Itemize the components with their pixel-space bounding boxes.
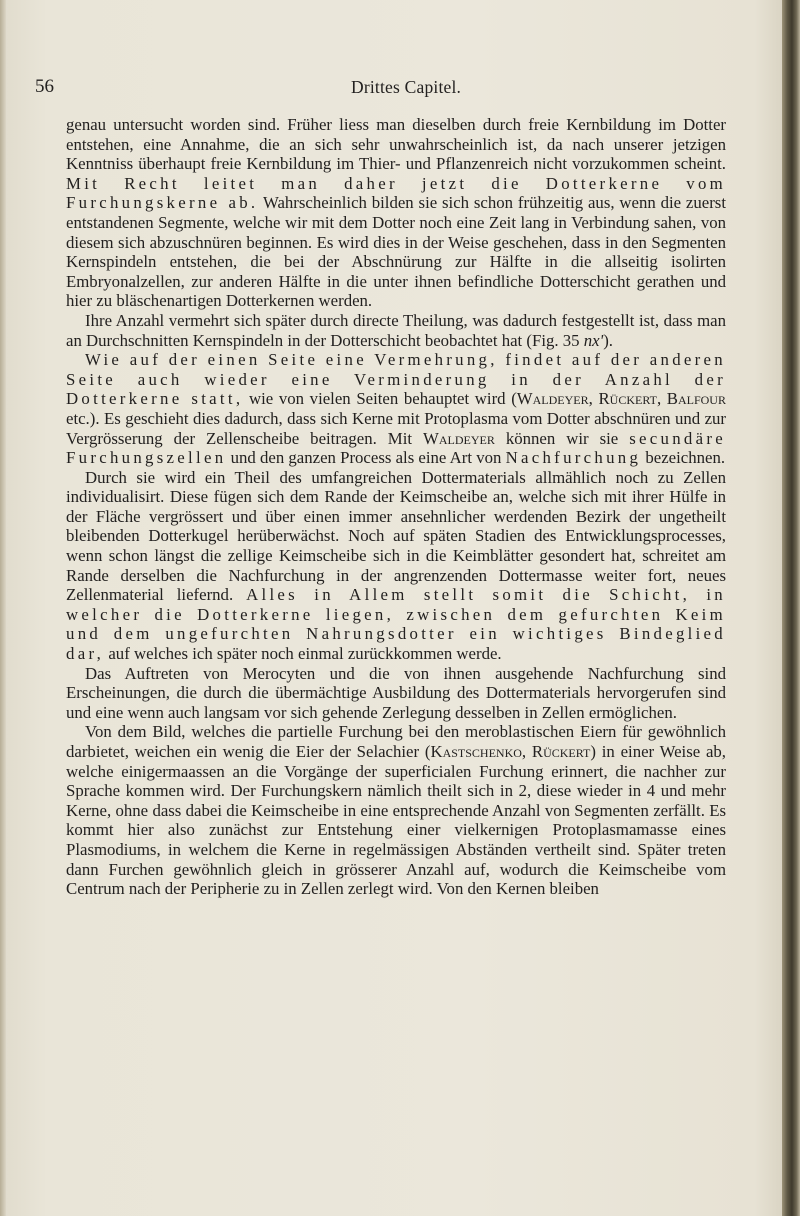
running-head: Drittes Capitel. [351, 77, 462, 97]
text-run: können wir sie [494, 428, 630, 448]
text-run: und den ganzen Process als eine Art von [226, 448, 506, 468]
author-name: Kastschenko, Rückert [430, 742, 591, 761]
text-run: Ihre Anzahl vermehrt sich später durch directe Theilung, was dadurch festgestellt ist, dass man an Durchschnitten Kernspindeln in der Dotterschicht beobachtet hat (Fig. 35 [66, 310, 726, 350]
emphasis-spaced: Alles in Allem stellt somit die Schicht, in welcher die Dotterkerne liegen, zwischen dem gefurchten Keim und dem ungefurchten Nahrungsdotter ein wichtiges Bindeglied dar, [66, 585, 726, 664]
paragraph [66, 468, 726, 664]
page-number: 56 [35, 76, 54, 97]
paragraph [66, 722, 726, 898]
text-run: ). [603, 330, 613, 350]
emphasis-spaced: Nachfurchung [505, 448, 642, 468]
text-run: Durch sie wird ein Theil des umfangreichen Dottermaterials allmählich noch zu Zellen individualisirt. Diese fügen sich dem Rande der Keimscheibe an, welche sich mit ihrer Hülfe in der Fläche vergrössert und über einen immer ansehnlicher werdenden Bezirk der ungetheilt bleibenden Dotterkugel herüberwächst. Noch auf späten Stadien des Entwicklungsprocesses, wenn schon längst die zellige Keimscheibe sich in die Keimblätter gesondert hat, schreitet am Rande derselben die Nachfurchung in der angrenzenden Dottermasse weiter fort, neues Zellenmaterial liefernd. [66, 467, 726, 605]
paragraph [66, 311, 726, 350]
paragraph [66, 350, 726, 468]
text-run: etc.). Es geschieht dies dadurch, dass sich Kerne mit Protoplasma vom Dotter abschnüren und zur Vergrösserung der Zellenscheibe beitragen. Mit [66, 408, 726, 448]
book-spine-edge [782, 0, 800, 1216]
text-run: bezeichnen. [641, 448, 726, 468]
left-page-edge [0, 0, 6, 1216]
text-run: wie von vielen Seiten behauptet wird ( [243, 389, 517, 409]
text-run: auf welches ich später noch einmal zurückkommen werde. [104, 644, 502, 664]
text-run: Das Auftreten von Merocyten und die von ihnen ausgehende Nachfurchung sind Erscheinungen, die durch die übermächtige Ausbildung des Dottermaterials hervorgerufen sind und eine wenn auch langsam vor sich gehende Zerlegung desselben in Zellen ermöglichen. [66, 663, 726, 722]
emphasis-spaced: Mit Recht leitet man daher jetzt die Dotterkerne vom Furchungskerne ab. [66, 173, 726, 213]
emphasis-spaced: secundäre Furchungszellen [66, 428, 726, 468]
body-text [66, 115, 726, 899]
emphasis-spaced: Wie auf der einen Seite eine Vermehrung, findet auf der anderen Seite auch wieder eine Verminderung in der Anzahl der Dotterkerne statt, [66, 350, 726, 409]
paragraph [66, 115, 726, 311]
paragraph [66, 664, 726, 723]
text-run: ) in einer Weise ab, welche einigermaassen an die Vorgänge der superficialen Furchung erinnert, die nachher zur Sprache kommen wird. Der Furchungskern nämlich theilt sich in 2, diese wieder in 4 und mehr Kerne, ohne dass dabei die Keimscheibe in eine entsprechende Anzahl von Segmenten zerfällt. Es kommt hier also zunächst zur Entstehung einer vielkernigen Protoplasmamasse eines Plasmodiums, in welchem die Kerne in regelmässigen Abständen vertheilt sind. Später treten dann Furchen gewöhnlich gleich in grösserer Anzahl auf, wodurch die Keimscheibe vom Centrum nach der Peripherie zu in Zellen zerlegt wird. Von den Kernen bleiben [66, 742, 727, 899]
text-run: Wahrscheinlich bilden sie sich schon frühzeitig aus, wenn die zuerst entstandenen Segmente, welche wir mit dem Dotter noch eine Zeit lang in Verbindung sahen, von diesem sich abzuschnüren beginnen. Es wird dies in der Weise geschehen, dass in den Segmenten Kernspindeln entstehen, die bei der Abschnürung zur Hälfte in die allseitig isolirten Embryonalzellen, zur anderen Hälfte in die unter ihnen befindliche Dotterschicht gerathen und hier zu bläschenartigen Dotterkernen werden. [66, 193, 727, 311]
text-run: Von dem Bild, welches die partielle Furchung bei den meroblastischen Eiern für gewöhnlich darbietet, weichen ein wenig die Eier der Selachier ( [66, 722, 726, 761]
page-header [35, 76, 735, 100]
text-run: genau untersucht worden sind. Früher liess man dieselben durch freie Kernbildung im Dotter entstehen, eine Annahme, die an sich sehr unwahrscheinlich ist, da nach unserer jetzigen Kenntniss überhaupt freie Kernbildung im Thier- und Pflanzenreich nicht vorzukommen scheint. [66, 115, 726, 174]
figure-label: nx' [583, 330, 604, 350]
author-name: Waldeyer [423, 428, 495, 448]
author-name: Waldeyer, Rückert, Balfour [516, 389, 726, 409]
